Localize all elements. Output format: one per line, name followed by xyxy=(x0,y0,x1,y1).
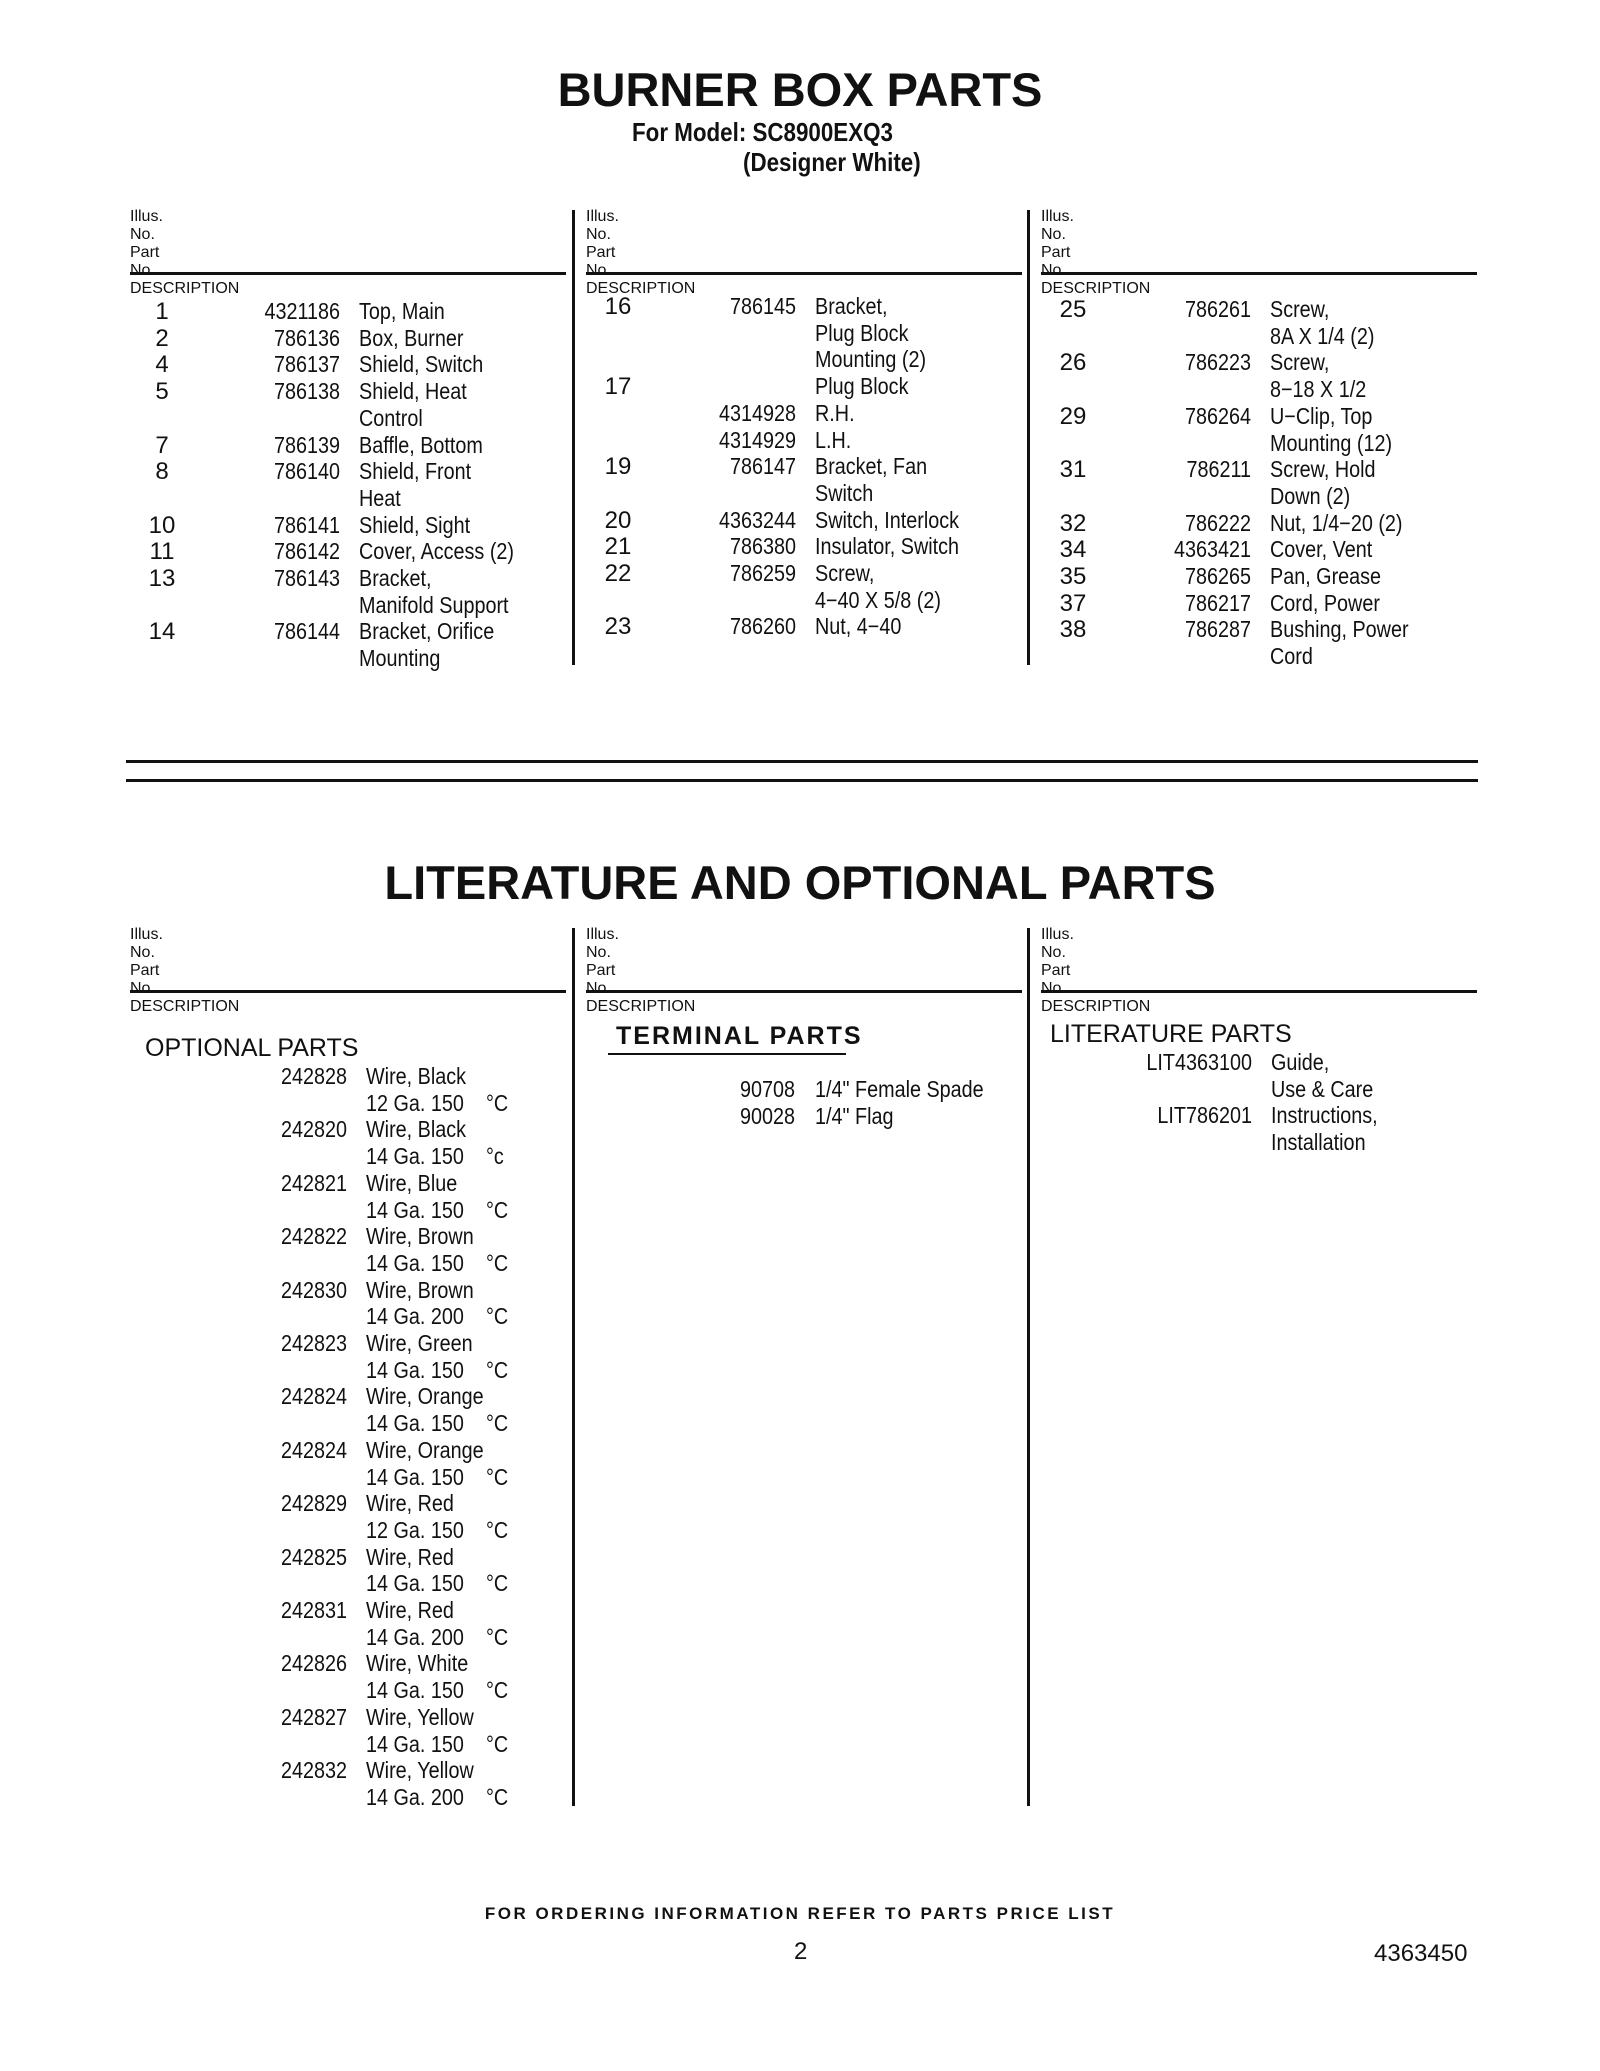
column-header xyxy=(586,926,1022,1015)
part-description: Pan, Grease xyxy=(1270,563,1382,589)
column-header xyxy=(1041,208,1477,297)
part-description: 14 Ga. 150 xyxy=(366,1196,464,1223)
part-description: Wire, Brown xyxy=(366,1223,474,1250)
part-description: Shield, Heat xyxy=(359,378,467,405)
part-description: 14 Ga. 200 xyxy=(366,1623,464,1650)
header-illus: Illus. xyxy=(586,926,619,943)
part-description: Mounting (12) xyxy=(1270,429,1393,456)
header-part-no: No. xyxy=(130,980,155,997)
part-number: 242829 xyxy=(280,1490,347,1517)
part-description: Cover, Access (2) xyxy=(359,538,515,565)
part-description: Manifold Support xyxy=(359,591,509,618)
degree-unit: °C xyxy=(486,1516,509,1543)
column-header xyxy=(130,208,566,297)
part-description: 14 Ga. 200 xyxy=(366,1783,464,1810)
header-illus: Illus. xyxy=(130,208,163,225)
part-number: LIT786201 xyxy=(1157,1102,1252,1129)
part-number: 242820 xyxy=(280,1116,347,1143)
part-description: Wire, Yellow xyxy=(366,1703,474,1730)
part-description: Guide, xyxy=(1271,1049,1330,1075)
column-header xyxy=(586,208,1022,297)
terminal-heading-underline xyxy=(608,1053,846,1055)
section-divider-bottom xyxy=(126,779,1478,782)
illus-number: 25 xyxy=(1059,296,1087,323)
part-description: U−Clip, Top xyxy=(1270,402,1373,429)
part-number: 786137 xyxy=(273,351,340,378)
part-number: 4363421 xyxy=(1173,536,1251,563)
part-number: 90028 xyxy=(739,1102,795,1129)
illus-number: 4 xyxy=(155,351,169,379)
part-description: Cord, Power xyxy=(1270,589,1380,616)
header-description: DESCRIPTION xyxy=(586,998,696,1015)
part-description: Switch, Interlock xyxy=(815,506,960,533)
illus-number: 31 xyxy=(1059,456,1087,484)
header-part: Part xyxy=(130,244,160,261)
illus-number: 26 xyxy=(1059,349,1087,377)
header-no: No. xyxy=(130,944,155,961)
part-description: Wire, Orange xyxy=(366,1383,484,1410)
illus-number: 13 xyxy=(148,565,176,592)
part-description: 12 Ga. 150 xyxy=(366,1516,464,1543)
burner-title: BURNER BOX PARTS xyxy=(557,63,1043,116)
part-description: Instructions, xyxy=(1271,1102,1378,1129)
illus-number: 16 xyxy=(604,293,632,320)
degree-unit: °C xyxy=(486,1463,509,1490)
illus-number: 2 xyxy=(155,324,169,352)
header-part-no: No. xyxy=(1041,262,1066,279)
part-number: 786264 xyxy=(1184,402,1251,429)
part-number: 242824 xyxy=(280,1383,347,1410)
degree-unit: °C xyxy=(486,1196,509,1223)
part-description: Cover, Vent xyxy=(1270,536,1373,563)
part-description: Cord xyxy=(1270,643,1313,670)
part-number: 242825 xyxy=(280,1543,347,1570)
header-no: No. xyxy=(1041,226,1066,243)
illus-number: 1 xyxy=(155,298,169,325)
part-description: Heat xyxy=(359,484,401,511)
part-description: Screw, xyxy=(815,560,875,586)
part-description: Plug Block xyxy=(815,373,909,400)
header-illus: Illus. xyxy=(1041,926,1074,943)
illus-number: 7 xyxy=(155,431,169,459)
illus-number: 10 xyxy=(148,511,176,539)
literature-parts-heading: LITERATURE PARTS xyxy=(1050,1020,1292,1048)
model-color: (Designer White) xyxy=(743,147,921,177)
header-illus: Illus. xyxy=(1041,208,1074,225)
part-description: 14 Ga. 150 xyxy=(366,1730,464,1757)
part-number: 786287 xyxy=(1184,616,1251,643)
header-no: No. xyxy=(1041,944,1066,961)
part-description: Mounting xyxy=(359,645,441,672)
header-description: DESCRIPTION xyxy=(1041,280,1151,297)
part-description: 14 Ga. 150 xyxy=(366,1570,464,1597)
column-separator xyxy=(1027,210,1030,665)
part-description: Mounting (2) xyxy=(815,346,927,373)
part-description: Bracket, Orifice xyxy=(359,618,495,645)
part-number: 242822 xyxy=(280,1223,347,1250)
part-number: 786138 xyxy=(273,378,340,405)
part-number: 786145 xyxy=(729,293,796,319)
illus-number: 8 xyxy=(155,458,169,486)
column-header xyxy=(130,926,566,1015)
section-divider-top xyxy=(126,760,1478,763)
part-description: Wire, Blue xyxy=(366,1169,458,1196)
illus-number: 14 xyxy=(148,618,176,646)
illus-number: 22 xyxy=(604,560,632,587)
part-description: Screw, xyxy=(1270,296,1330,322)
part-number: 786136 xyxy=(273,324,340,351)
column-separator xyxy=(572,928,575,1806)
part-number: 4314928 xyxy=(718,399,796,426)
part-description: Shield, Front xyxy=(359,458,472,485)
illus-number: 35 xyxy=(1059,563,1087,590)
part-number: 786144 xyxy=(273,618,340,645)
part-description: L.H. xyxy=(815,426,852,453)
part-number: 786142 xyxy=(273,538,340,565)
ordering-note: FOR ORDERING INFORMATION REFER TO PARTS PRICE LIST xyxy=(484,1904,1116,1923)
part-description: Wire, Black xyxy=(366,1116,467,1143)
part-number: 786260 xyxy=(729,613,796,640)
part-description: Bushing, Power xyxy=(1270,616,1409,643)
header-description: DESCRIPTION xyxy=(130,998,240,1015)
header-description: DESCRIPTION xyxy=(1041,998,1151,1015)
illus-number: 23 xyxy=(604,613,632,641)
part-number: 786139 xyxy=(273,431,340,458)
model-line: For Model: SC8900EXQ3 xyxy=(632,117,893,147)
degree-unit: °C xyxy=(486,1677,509,1704)
part-description: 14 Ga. 150 xyxy=(366,1410,464,1437)
degree-unit: °C xyxy=(486,1730,509,1757)
part-number: 4363244 xyxy=(718,506,796,533)
part-description: Screw, xyxy=(1270,349,1330,376)
part-number: 242828 xyxy=(280,1063,347,1089)
header-no: No. xyxy=(586,226,611,243)
page-number: 2 xyxy=(794,1938,808,1965)
part-number: 786380 xyxy=(729,533,796,560)
part-number: 786147 xyxy=(729,453,796,480)
part-description: 14 Ga. 150 xyxy=(366,1677,464,1704)
part-description: 14 Ga. 150 xyxy=(366,1143,464,1170)
part-description: Shield, Switch xyxy=(359,351,484,378)
part-description: Switch xyxy=(815,479,874,506)
part-description: Installation xyxy=(1271,1129,1366,1156)
illus-number: 17 xyxy=(604,373,632,401)
part-description: Nut, 1/4−20 (2) xyxy=(1270,509,1403,536)
part-description: 8−18 X 1/2 xyxy=(1270,376,1367,403)
part-description: Baffle, Bottom xyxy=(359,431,483,458)
part-number: 786259 xyxy=(729,560,796,586)
part-description: Shield, Sight xyxy=(359,511,471,538)
part-description: Down (2) xyxy=(1270,482,1351,509)
part-number: 242821 xyxy=(280,1169,347,1196)
degree-unit: °C xyxy=(486,1249,509,1276)
part-number: 786140 xyxy=(273,458,340,485)
part-number: 242832 xyxy=(280,1757,347,1784)
header-illus: Illus. xyxy=(586,208,619,225)
part-description: 12 Ga. 150 xyxy=(366,1089,464,1116)
degree-unit: °C xyxy=(486,1356,509,1383)
part-description: Top, Main xyxy=(359,298,445,324)
part-number: 786217 xyxy=(1184,589,1251,616)
part-number: 242831 xyxy=(280,1597,347,1623)
degree-unit: °C xyxy=(486,1089,509,1116)
illus-number: 21 xyxy=(604,533,632,561)
part-number: 242824 xyxy=(280,1436,347,1463)
part-description: R.H. xyxy=(815,399,855,426)
part-description: Wire, Red xyxy=(366,1543,454,1570)
part-number: 4321186 xyxy=(264,298,340,324)
part-description: 4−40 X 5/8 (2) xyxy=(815,586,941,613)
part-number: 90708 xyxy=(739,1076,795,1102)
header-part-no: No. xyxy=(1041,980,1066,997)
part-description: 14 Ga. 150 xyxy=(366,1463,464,1490)
part-number: 4314929 xyxy=(718,426,796,453)
part-number: 786141 xyxy=(273,511,340,538)
illus-number: 38 xyxy=(1059,616,1087,644)
part-description: Plug Block xyxy=(815,319,909,346)
part-number: 786265 xyxy=(1184,563,1251,589)
illus-number: 34 xyxy=(1059,536,1087,564)
part-number: LIT4363100 xyxy=(1146,1049,1252,1075)
part-description: 8A X 1/4 (2) xyxy=(1270,322,1375,349)
illus-number: 20 xyxy=(604,506,632,534)
part-description: Nut, 4−40 xyxy=(815,613,902,640)
header-illus: Illus. xyxy=(130,926,163,943)
header-part-no: No. xyxy=(130,262,155,279)
part-description: Screw, Hold xyxy=(1270,456,1376,483)
degree-unit: °c xyxy=(486,1143,504,1170)
header-no: No. xyxy=(586,944,611,961)
illus-number: 19 xyxy=(604,453,632,481)
part-description: Wire, Brown xyxy=(366,1276,474,1303)
header-part-no: No. xyxy=(586,262,611,279)
degree-unit: °C xyxy=(486,1783,509,1810)
part-description: 14 Ga. 150 xyxy=(366,1249,464,1276)
part-number: 786143 xyxy=(273,565,340,591)
illus-number: 5 xyxy=(155,378,169,406)
degree-unit: °C xyxy=(486,1570,509,1597)
part-description: Bracket, xyxy=(359,565,432,591)
part-description: Wire, Black xyxy=(366,1063,467,1089)
header-part: Part xyxy=(1041,244,1071,261)
part-description: Wire, Green xyxy=(366,1330,473,1356)
illus-number: 37 xyxy=(1059,589,1087,617)
header-part: Part xyxy=(130,962,160,979)
header-description: DESCRIPTION xyxy=(586,280,696,297)
part-number: 242826 xyxy=(280,1650,347,1677)
illus-number: 32 xyxy=(1059,509,1087,537)
optional-parts-heading: OPTIONAL PARTS xyxy=(145,1034,359,1062)
part-number: 786222 xyxy=(1184,509,1251,536)
part-description: Wire, Orange xyxy=(366,1436,484,1463)
part-number: 242830 xyxy=(280,1276,347,1303)
part-description: Wire, White xyxy=(366,1650,469,1677)
part-description: Box, Burner xyxy=(359,324,464,351)
illus-number: 11 xyxy=(149,538,175,566)
header-no: No. xyxy=(130,226,155,243)
part-description: 1/4" Flag xyxy=(815,1102,894,1129)
illus-number: 29 xyxy=(1059,402,1087,430)
part-number: 786261 xyxy=(1184,296,1251,322)
part-description: Bracket, xyxy=(815,293,888,319)
part-description: 14 Ga. 200 xyxy=(366,1303,464,1330)
column-separator xyxy=(1027,928,1030,1806)
header-part: Part xyxy=(586,962,616,979)
part-description: 14 Ga. 150 xyxy=(366,1356,464,1383)
part-number: 786223 xyxy=(1184,349,1251,376)
part-number: 786211 xyxy=(1186,456,1251,483)
header-description: DESCRIPTION xyxy=(130,280,240,297)
part-description: Wire, Yellow xyxy=(366,1757,474,1784)
terminal-parts-heading: TERMINAL PARTS xyxy=(616,1022,863,1050)
part-number: 242823 xyxy=(280,1330,347,1356)
column-separator xyxy=(572,210,575,665)
part-description: 1/4" Female Spade xyxy=(815,1076,984,1102)
degree-unit: °C xyxy=(486,1303,509,1330)
part-description: Wire, Red xyxy=(366,1597,454,1623)
part-number: 242827 xyxy=(280,1703,347,1730)
part-description: Bracket, Fan xyxy=(815,453,928,480)
literature-title: LITERATURE AND OPTIONAL PARTS xyxy=(384,856,1216,909)
part-description: Control xyxy=(359,404,423,431)
header-part: Part xyxy=(1041,962,1071,979)
column-header xyxy=(1041,926,1477,1015)
degree-unit: °C xyxy=(486,1623,509,1650)
degree-unit: °C xyxy=(486,1410,509,1437)
part-description: Wire, Red xyxy=(366,1490,454,1517)
header-part-no: No. xyxy=(586,980,611,997)
part-description: Insulator, Switch xyxy=(815,533,960,560)
document-number: 4363450 xyxy=(1374,1940,1468,1967)
header-part: Part xyxy=(586,244,616,261)
part-description: Use & Care xyxy=(1271,1075,1374,1102)
